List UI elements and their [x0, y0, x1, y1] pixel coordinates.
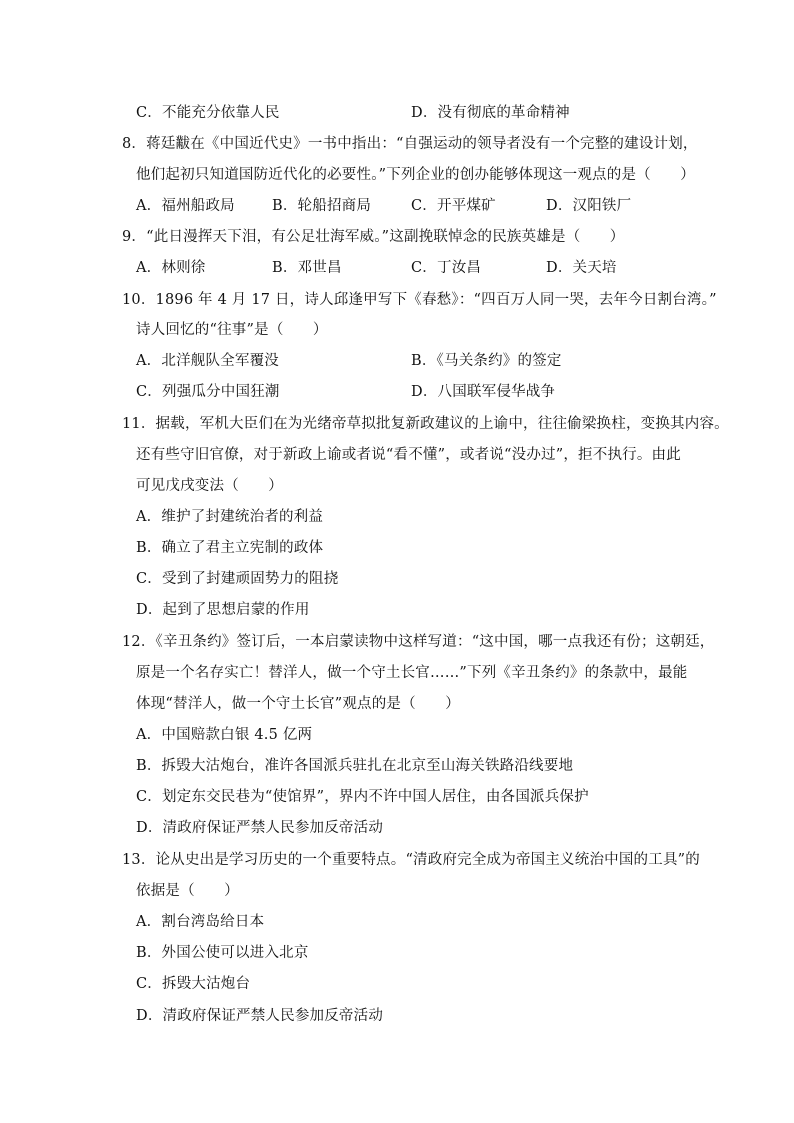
q11-option-d: D．起到了思想启蒙的作用: [136, 602, 310, 618]
q13-option-b: B．外国公使可以进入北京: [136, 945, 309, 961]
q10-stem-line-1: 10．1896 年 4 月 17 日，诗人邱逢甲写下《春愁》：“四百万人同一哭，去年今日割台湾。”: [122, 292, 717, 308]
q7-option-c: C．不能充分依靠人民: [136, 105, 280, 121]
q9-stem-line-1: 9．“此日漫挥天下泪，有公足壮海军威。”这副挽联悼念的民族英雄是（ ）: [122, 229, 625, 245]
q11-option-b: B．确立了君主立宪制的政体: [136, 540, 324, 556]
q12-option-c: C．划定东交民巷为“使馆界”，界内不许中国人居住，由各国派兵保护: [136, 789, 589, 805]
q13-option-a: A．割台湾岛给日本: [136, 914, 265, 930]
q10-stem-line-2: 诗人回忆的“往事”是（ ）: [136, 322, 328, 338]
q12-stem-line-3: 体现“替洋人，做一个守土长官”观点的是（ ）: [136, 696, 460, 712]
q11-option-a: A．维护了封建统治者的利益: [136, 509, 324, 525]
q9-option-c: C．丁汝昌: [411, 260, 482, 276]
q11-stem-line-2: 还有些守旧官僚，对于新政上谕或者说“看不懂”，或者说“没办过”，拒不执行。由此: [136, 447, 681, 463]
q8-option-b: B．轮船招商局: [272, 198, 372, 214]
q13-option-d: D．清政府保证严禁人民参加反帝活动: [136, 1008, 384, 1024]
q11-stem-line-1: 11．据载，军机大臣们在为光绪帝草拟批复新政建议的上谕中，往往偷梁换柱，变换其内容。: [122, 416, 729, 432]
q7-option-d: D．没有彻底的革命精神: [411, 105, 570, 121]
q11-stem-line-3: 可见戊戌变法（ ）: [136, 478, 283, 494]
q9-option-b: B．邓世昌: [272, 260, 342, 276]
q8-stem-line-1: 8．蒋廷黻在《中国近代史》一书中指出：“自强运动的领导者没有一个完整的建设计划，: [122, 136, 698, 152]
q12-stem-line-2: 原是一个名存实亡！替洋人，做一个守土长官……”下列《辛丑条约》的条款中，最能: [136, 665, 688, 681]
q12-option-a: A．中国赔款白银 4.5 亿两: [136, 727, 313, 743]
q10-option-b: B．《马关条约》的签定: [411, 353, 562, 369]
q8-option-c: C．开平煤矿: [411, 198, 496, 214]
q12-option-b: B．拆毁大沽炮台，准许各国派兵驻扎在北京至山海关铁路沿线要地: [136, 758, 574, 774]
q8-option-d: D．汉阳铁厂: [546, 198, 632, 214]
q11-option-c: C．受到了封建顽固势力的阻挠: [136, 571, 339, 587]
q9-option-a: A．林则徐: [136, 260, 206, 276]
q8-stem-line-2: 他们起初只知道国防近代化的必要性。”下列企业的创办能够体现这一观点的是（ ）: [136, 167, 695, 183]
q10-option-a: A．北洋舰队全军覆没: [136, 353, 279, 369]
q13-stem-line-1: 13．论从史出是学习历史的一个重要特点。“清政府完全成为帝国主义统治中国的工具”的: [122, 852, 700, 868]
q13-stem-line-2: 依据是（ ）: [136, 883, 239, 899]
q13-option-c: C．拆毁大沽炮台: [136, 976, 251, 992]
q9-option-d: D．关天培: [546, 260, 617, 276]
q8-option-a: A．福州船政局: [136, 198, 235, 214]
q12-option-d: D．清政府保证严禁人民参加反帝活动: [136, 820, 384, 836]
q10-option-d: D．八国联军侵华战争: [411, 384, 556, 400]
q10-option-c: C．列强瓜分中国狂潮: [136, 384, 280, 400]
q12-stem-line-1: 12．《辛丑条约》签订后，一本启蒙读物中这样写道：“这中国，哪一点我还有份；这朝廷，: [122, 634, 715, 650]
